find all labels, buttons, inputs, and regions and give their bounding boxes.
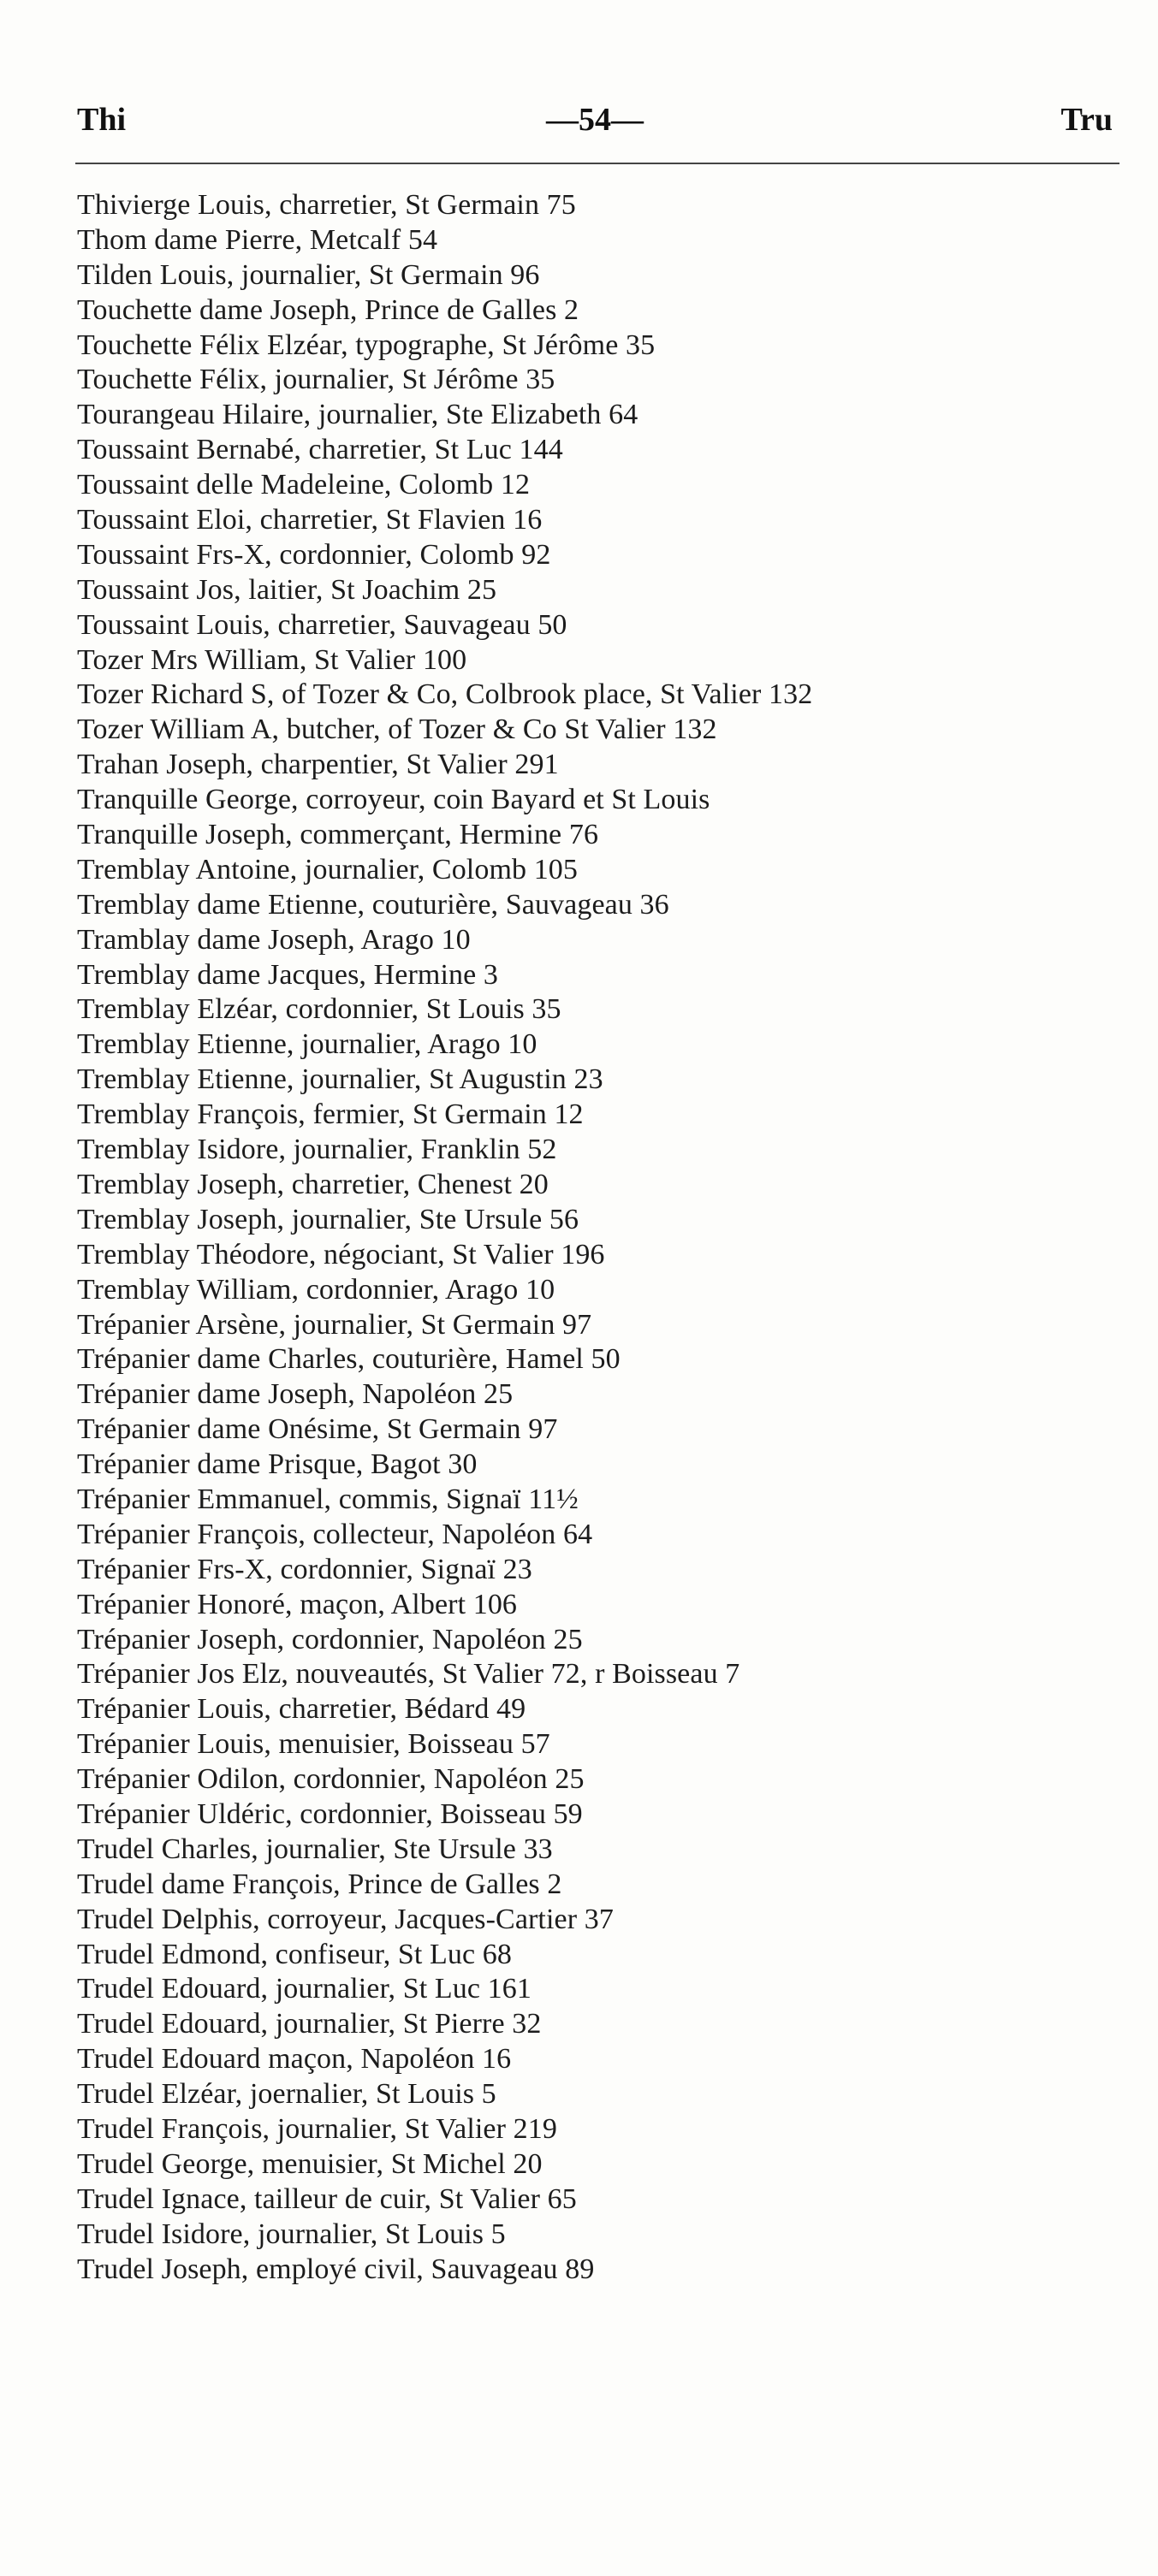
directory-entries bbox=[77, 188, 1130, 2287]
directory-entry: Tremblay William, cordonnier, Arago 10 bbox=[77, 1273, 555, 1306]
directory-entry: Trépanier Odilon, cordonnier, Napoléon 25 bbox=[77, 1763, 585, 1796]
directory-entry: Tozer Mrs William, St Valier 100 bbox=[77, 643, 467, 676]
directory-entry: Tozer Richard S, of Tozer & Co, Colbrook place, St Valier 132 bbox=[77, 678, 813, 711]
directory-entry: Trépanier dame Joseph, Napoléon 25 bbox=[77, 1378, 514, 1411]
directory-entry: Tremblay Antoine, journalier, Colomb 105 bbox=[77, 853, 579, 885]
directory-entry: Thivierge Louis, charretier, St Germain 75 bbox=[77, 189, 576, 221]
directory-entry: Trépanier dame Charles, couturière, Hamel 50 bbox=[77, 1343, 621, 1376]
directory-entry: Trudel dame François, Prince de Galles 2 bbox=[77, 1868, 562, 1900]
header-left-guide-word: Thi bbox=[77, 102, 127, 138]
directory-entry: Tranquille George, corroyeur, coin Bayard et St Louis bbox=[77, 784, 710, 816]
directory-entry: Trudel Elzéar, joernalier, St Louis 5 bbox=[77, 2078, 496, 2111]
directory-entry: Trudel Edouard maçon, Napoléon 16 bbox=[77, 2043, 512, 2076]
directory-entry: Toussaint Bernabé, charretier, St Luc 144 bbox=[77, 434, 563, 466]
directory-entry: Touchette dame Joseph, Prince de Galles 2 bbox=[77, 293, 579, 326]
directory-entry: Tremblay Joseph, journalier, Ste Ursule 56 bbox=[77, 1203, 579, 1235]
directory-entry: Tozer William A, butcher, of Tozer & Co St Valier 132 bbox=[77, 714, 717, 746]
header-rule bbox=[75, 163, 1119, 164]
directory-entry: Trudel Isidore, journalier, St Louis 5 bbox=[77, 2218, 506, 2250]
directory-entry: Trudel Edouard, journalier, St Pierre 32 bbox=[77, 2008, 542, 2040]
directory-entry: Tilden Louis, journalier, St Germain 96 bbox=[77, 258, 540, 291]
directory-entry: Trépanier Uldéric, cordonnier, Boisseau 59 bbox=[77, 1797, 583, 1830]
directory-entry: Tremblay François, fermier, St Germain 12 bbox=[77, 1099, 584, 1131]
directory-entry: Toussaint Louis, charretier, Sauvageau 50 bbox=[77, 608, 567, 641]
directory-entry: Toussaint Frs-X, cordonnier, Colomb 92 bbox=[77, 538, 551, 571]
directory-entry: Trépanier Louis, charretier, Bédard 49 bbox=[77, 1693, 526, 1726]
directory-entry: Trudel Edouard, journalier, St Luc 161 bbox=[77, 1973, 531, 2005]
directory-entry: Tremblay Théodore, négociant, St Valier 196 bbox=[77, 1238, 605, 1270]
directory-entry: Trépanier Frs-X, cordonnier, Signaï 23 bbox=[77, 1553, 532, 1585]
page-header bbox=[77, 101, 1113, 152]
directory-entry: Trudel François, journalier, St Valier 219 bbox=[77, 2112, 557, 2145]
directory-entry: Tremblay Joseph, charretier, Chenest 20 bbox=[77, 1168, 549, 1200]
directory-entry: Trépanier Honoré, maçon, Albert 106 bbox=[77, 1588, 518, 1620]
directory-entry: Trudel Joseph, employé civil, Sauvageau 89 bbox=[77, 2253, 595, 2285]
directory-entry: Tremblay Etienne, journalier, Arago 10 bbox=[77, 1028, 537, 1061]
directory-entry: Trahan Joseph, charpentier, St Valier 291 bbox=[77, 749, 559, 781]
directory-entry: Trépanier Louis, menuisier, Boisseau 57 bbox=[77, 1728, 550, 1761]
directory-entry: Trépanier Joseph, cordonnier, Napoléon 25 bbox=[77, 1623, 583, 1655]
directory-entry: Toussaint Jos, laitier, St Joachim 25 bbox=[77, 573, 497, 606]
directory-entry: Tramblay dame Joseph, Arago 10 bbox=[77, 923, 471, 956]
directory-entry: Trépanier dame Onésime, St Germain 97 bbox=[77, 1413, 558, 1446]
directory-entry: Touchette Félix, journalier, St Jérôme 35 bbox=[77, 364, 555, 396]
directory-entry: Trépanier François, collecteur, Napoléon 64 bbox=[77, 1518, 593, 1550]
directory-entry: Tremblay dame Jacques, Hermine 3 bbox=[77, 958, 498, 991]
directory-entry: Tremblay Etienne, journalier, St Augustin 23 bbox=[77, 1063, 603, 1096]
directory-entry: Tranquille Joseph, commerçant, Hermine 76 bbox=[77, 819, 599, 851]
directory-entry: Tremblay Isidore, journalier, Franklin 52 bbox=[77, 1134, 557, 1166]
page-number: —54— bbox=[546, 102, 644, 138]
header-right-guide-word: Tru bbox=[1060, 102, 1113, 138]
directory-entry: Trépanier Arsène, journalier, St Germain 97 bbox=[77, 1308, 592, 1341]
directory-entry: Trudel Delphis, corroyeur, Jacques-Cartier 37 bbox=[77, 1903, 614, 1935]
directory-entry: Tremblay dame Etienne, couturière, Sauvageau 36 bbox=[77, 888, 669, 921]
directory-entry: Touchette Félix Elzéar, typographe, St Jérôme 35 bbox=[77, 329, 656, 361]
directory-entry: Trépanier Emmanuel, commis, Signaï 11½ bbox=[77, 1483, 579, 1515]
directory-entry: Trudel Edmond, confiseur, St Luc 68 bbox=[77, 1938, 513, 1970]
directory-entry: Trudel George, menuisier, St Michel 20 bbox=[77, 2147, 543, 2180]
directory-entry: Toussaint Eloi, charretier, St Flavien 16 bbox=[77, 504, 543, 536]
directory-entry: Toussaint delle Madeleine, Colomb 12 bbox=[77, 469, 531, 501]
directory-entry: Trépanier dame Prisque, Bagot 30 bbox=[77, 1448, 478, 1481]
directory-entry: Trudel Ignace, tailleur de cuir, St Valier 65 bbox=[77, 2182, 577, 2215]
directory-entry: Tourangeau Hilaire, journalier, Ste Elizabeth 64 bbox=[77, 399, 638, 431]
directory-entry: Trépanier Jos Elz, nouveautés, St Valier 72, r Boisseau 7 bbox=[77, 1658, 740, 1691]
directory-entry: Tremblay Elzéar, cordonnier, St Louis 35 bbox=[77, 993, 561, 1026]
directory-entry: Trudel Charles, journalier, Ste Ursule 33 bbox=[77, 1833, 553, 1865]
directory-entry: Thom dame Pierre, Metcalf 54 bbox=[77, 223, 438, 256]
